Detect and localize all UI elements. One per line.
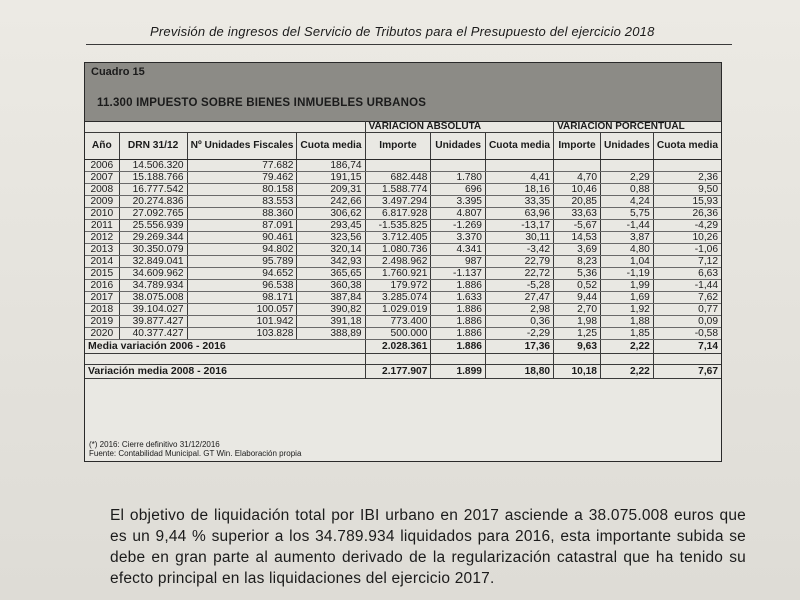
- table-cell: 22,72: [485, 268, 553, 280]
- column-header-row: [85, 133, 721, 160]
- table-cell: 242,66: [297, 196, 365, 208]
- summary-cell: 2.028.361: [365, 340, 431, 354]
- column-header: Importe: [554, 133, 601, 160]
- summary-label: Media variación 2006 - 2016: [85, 340, 365, 354]
- table-cell: 1.633: [431, 292, 486, 304]
- table-cell: 103.828: [187, 328, 297, 340]
- table-cell: -1,06: [653, 244, 721, 256]
- year-cell: 2007: [85, 172, 119, 184]
- summary-cell: 2,22: [600, 340, 653, 354]
- table-heading: 11.300 IMPUESTO SOBRE BIENES INMUEBLES URBANOS: [97, 97, 427, 109]
- table-row: [85, 292, 721, 304]
- table-cell: 40.377.427: [119, 328, 187, 340]
- table-cell: 33,63: [554, 208, 601, 220]
- column-header: Unidades: [431, 133, 486, 160]
- table-cell: 20,85: [554, 196, 601, 208]
- table-cell: 34.609.962: [119, 268, 187, 280]
- table-cell: 33,35: [485, 196, 553, 208]
- table-cell: 2.498.962: [365, 256, 431, 268]
- table-cell: 14.506.320: [119, 160, 187, 172]
- table-cell: 4,80: [600, 244, 653, 256]
- table-cell: -5,67: [554, 220, 601, 232]
- table-cell: 773.400: [365, 316, 431, 328]
- summary-cell: 17,36: [485, 340, 553, 354]
- column-header: Cuota media: [297, 133, 365, 160]
- table-cell: 80.158: [187, 184, 297, 196]
- column-header: DRN 31/12: [119, 133, 187, 160]
- year-cell: 2006: [85, 160, 119, 172]
- column-header: Año: [85, 133, 119, 160]
- summary-cell: 7,14: [653, 340, 721, 354]
- table-row: [85, 268, 721, 280]
- title-rule: [86, 44, 732, 45]
- table-cell: 1,85: [600, 328, 653, 340]
- table-cell: [653, 160, 721, 172]
- table-cell: 1.886: [431, 280, 486, 292]
- table-cell: 1.780: [431, 172, 486, 184]
- summary-row: [85, 340, 721, 354]
- table-cell: 2,29: [600, 172, 653, 184]
- table-row: [85, 280, 721, 292]
- table-cell: 29.269.344: [119, 232, 187, 244]
- table-row: [85, 196, 721, 208]
- summary-cell: 1.899: [431, 365, 486, 379]
- table-cell: 20.274.836: [119, 196, 187, 208]
- table-cell: 30.350.079: [119, 244, 187, 256]
- year-cell: 2012: [85, 232, 119, 244]
- data-grid: [85, 121, 721, 379]
- table-cell: [365, 160, 431, 172]
- table-cell: 9,50: [653, 184, 721, 196]
- year-cell: 2013: [85, 244, 119, 256]
- summary-cell: 10,18: [554, 365, 601, 379]
- table-cell: 27,47: [485, 292, 553, 304]
- table-cell: 391,18: [297, 316, 365, 328]
- table-cell: 360,38: [297, 280, 365, 292]
- table-row: [85, 232, 721, 244]
- table-cell: 3,87: [600, 232, 653, 244]
- table-cell: 2,36: [653, 172, 721, 184]
- table-cell: 4,70: [554, 172, 601, 184]
- summary-cell: 9,63: [554, 340, 601, 354]
- table-cell: 87.091: [187, 220, 297, 232]
- year-cell: 2009: [85, 196, 119, 208]
- year-cell: 2015: [85, 268, 119, 280]
- summary-label: Variación media 2008 - 2016: [85, 365, 365, 379]
- group-variacion-porcentual: VARIACION PORCENTUAL: [554, 121, 721, 133]
- table-cell: 16.777.542: [119, 184, 187, 196]
- table-cell: 7,12: [653, 256, 721, 268]
- year-cell: 2019: [85, 316, 119, 328]
- footnote: (*) 2016: Cierre definitivo 31/12/2016: [89, 440, 220, 449]
- table-cell: 10,26: [653, 232, 721, 244]
- table-row: [85, 316, 721, 328]
- table-cell: 1.080.736: [365, 244, 431, 256]
- table-cell: 0,09: [653, 316, 721, 328]
- table-cell: -1,44: [600, 220, 653, 232]
- table-row: [85, 160, 721, 172]
- table-cell: 4.807: [431, 208, 486, 220]
- table-cell: 4.341: [431, 244, 486, 256]
- table-cell: 18,16: [485, 184, 553, 196]
- group-header-row: [85, 121, 721, 133]
- document-title: Previsión de ingresos del Servicio de Tributos para el Presupuesto del ejercicio 2018: [150, 24, 655, 39]
- column-header: Cuota media: [485, 133, 553, 160]
- summary-row: [85, 365, 721, 379]
- table-cell: 696: [431, 184, 486, 196]
- column-header: Importe: [365, 133, 431, 160]
- table-cell: 179.972: [365, 280, 431, 292]
- table-cell: 3,69: [554, 244, 601, 256]
- table-cell: 77.682: [187, 160, 297, 172]
- group-variacion-absoluta: VARIACION ABSOLUTA: [365, 121, 554, 133]
- table-cell: -1.269: [431, 220, 486, 232]
- summary-cell: 2.177.907: [365, 365, 431, 379]
- ibi-table: [84, 62, 722, 462]
- year-cell: 2017: [85, 292, 119, 304]
- table-cell: 9,44: [554, 292, 601, 304]
- table-cell: -1,19: [600, 268, 653, 280]
- table-cell: 0,88: [600, 184, 653, 196]
- table-cell: 323,56: [297, 232, 365, 244]
- table-cell: 320,14: [297, 244, 365, 256]
- table-cell: 1,04: [600, 256, 653, 268]
- table-cell: 5,36: [554, 268, 601, 280]
- table-cell: 63,96: [485, 208, 553, 220]
- table-cell: 365,65: [297, 268, 365, 280]
- table-row: [85, 172, 721, 184]
- column-header: Cuota media: [653, 133, 721, 160]
- table-cell: 15,93: [653, 196, 721, 208]
- table-cell: 0,36: [485, 316, 553, 328]
- table-cell: 6,63: [653, 268, 721, 280]
- table-cell: [554, 160, 601, 172]
- table-cell: [485, 160, 553, 172]
- table-cell: 34.789.934: [119, 280, 187, 292]
- table-cell: 1,88: [600, 316, 653, 328]
- table-cell: 26,36: [653, 208, 721, 220]
- table-cell: 1.760.921: [365, 268, 431, 280]
- table-cell: 3.395: [431, 196, 486, 208]
- table-cell: 1,25: [554, 328, 601, 340]
- table-cell: 1,69: [600, 292, 653, 304]
- table-cell: 1.886: [431, 304, 486, 316]
- table-cell: -0,58: [653, 328, 721, 340]
- table-cell: -1,44: [653, 280, 721, 292]
- table-row: [85, 304, 721, 316]
- summary-cell: 1.886: [431, 340, 486, 354]
- table-cell: 3.370: [431, 232, 486, 244]
- table-cell: 1,98: [554, 316, 601, 328]
- table-cell: 8,23: [554, 256, 601, 268]
- table-cell: 25.556.939: [119, 220, 187, 232]
- table-cell: 6.817.928: [365, 208, 431, 220]
- table-cell: 293,45: [297, 220, 365, 232]
- table-cell: 39.877.427: [119, 316, 187, 328]
- year-cell: 2010: [85, 208, 119, 220]
- table-cell: 3.285.074: [365, 292, 431, 304]
- table-cell: -3,42: [485, 244, 553, 256]
- table-cell: 342,93: [297, 256, 365, 268]
- table-cell: 88.360: [187, 208, 297, 220]
- table-cell: 387,84: [297, 292, 365, 304]
- table-cell: 4,41: [485, 172, 553, 184]
- table-cell: 306,62: [297, 208, 365, 220]
- table-cell: -4,29: [653, 220, 721, 232]
- source-note: Fuente: Contabilidad Municipal. GT Win. Elaboración propia: [89, 449, 302, 458]
- table-cell: 500.000: [365, 328, 431, 340]
- column-header: Unidades: [600, 133, 653, 160]
- table-cell: 79.462: [187, 172, 297, 184]
- table-cell: 39.104.027: [119, 304, 187, 316]
- table-row: [85, 328, 721, 340]
- year-cell: 2014: [85, 256, 119, 268]
- table-cell: 2,70: [554, 304, 601, 316]
- table-cell: -13,17: [485, 220, 553, 232]
- paragraph-text: El objetivo de liquidación total por IBI urbano en 2017 asciende a 38.075.008 euros que es un 9,44 % superior a los 34.789.934 liquidados para 2016, esta importante subida se debe en gran parte al aumento derivado de la regularización catastral que ha tenido su efecto principal en las liquidaciones del ejercicio 2017.: [110, 507, 746, 587]
- table-cell: 14,53: [554, 232, 601, 244]
- table-cell: 186,74: [297, 160, 365, 172]
- summary-cell: 2,22: [600, 365, 653, 379]
- table-cell: [431, 160, 486, 172]
- table-cell: 682.448: [365, 172, 431, 184]
- table-cell: [600, 160, 653, 172]
- table-row: [85, 220, 721, 232]
- table-cell: 22,79: [485, 256, 553, 268]
- table-cell: 388,89: [297, 328, 365, 340]
- table-cell: 209,31: [297, 184, 365, 196]
- table-cell: 0,77: [653, 304, 721, 316]
- spacer-row: [85, 354, 721, 365]
- table-cell: 3.712.405: [365, 232, 431, 244]
- table-row: [85, 244, 721, 256]
- table-cell: 10,46: [554, 184, 601, 196]
- table-cell: 27.092.765: [119, 208, 187, 220]
- table-cell: 987: [431, 256, 486, 268]
- table-cell: 98.171: [187, 292, 297, 304]
- table-cell: 94.802: [187, 244, 297, 256]
- table-cell: 101.942: [187, 316, 297, 328]
- table-cell: 100.057: [187, 304, 297, 316]
- table-notes: [89, 440, 301, 458]
- year-cell: 2008: [85, 184, 119, 196]
- table-cell: 90.461: [187, 232, 297, 244]
- table-cell: 1.886: [431, 328, 486, 340]
- table-cell: 7,62: [653, 292, 721, 304]
- year-cell: 2011: [85, 220, 119, 232]
- year-cell: 2020: [85, 328, 119, 340]
- table-cell: 1.029.019: [365, 304, 431, 316]
- table-cell: 390,82: [297, 304, 365, 316]
- table-row: [85, 256, 721, 268]
- cuadro-label: Cuadro 15: [91, 66, 145, 78]
- table-cell: 30,11: [485, 232, 553, 244]
- table-cell: -1.535.825: [365, 220, 431, 232]
- table-cell: 4,24: [600, 196, 653, 208]
- table-cell: 32.849.041: [119, 256, 187, 268]
- summary-cell: 7,67: [653, 365, 721, 379]
- year-cell: 2016: [85, 280, 119, 292]
- table-cell: 1,92: [600, 304, 653, 316]
- table-cell: 0,52: [554, 280, 601, 292]
- table-cell: 1,99: [600, 280, 653, 292]
- table-cell: 5,75: [600, 208, 653, 220]
- table-cell: 96.538: [187, 280, 297, 292]
- table-cell: 94.652: [187, 268, 297, 280]
- table-cell: 38.075.008: [119, 292, 187, 304]
- table-cell: 1.588.774: [365, 184, 431, 196]
- table-cell: 3.497.294: [365, 196, 431, 208]
- table-cell: 83.553: [187, 196, 297, 208]
- body-paragraph: [110, 505, 746, 589]
- table-cell: 191,15: [297, 172, 365, 184]
- table-cell: 1.886: [431, 316, 486, 328]
- table-row: [85, 208, 721, 220]
- table-cell: -1.137: [431, 268, 486, 280]
- year-cell: 2018: [85, 304, 119, 316]
- table-header-band: [85, 63, 721, 122]
- table-cell: 2,98: [485, 304, 553, 316]
- table-cell: 95.789: [187, 256, 297, 268]
- table-row: [85, 184, 721, 196]
- column-header: Nº Unidades Fiscales: [187, 133, 297, 160]
- summary-cell: 18,80: [485, 365, 553, 379]
- table-cell: -5,28: [485, 280, 553, 292]
- table-cell: -2,29: [485, 328, 553, 340]
- table-cell: 15.188.766: [119, 172, 187, 184]
